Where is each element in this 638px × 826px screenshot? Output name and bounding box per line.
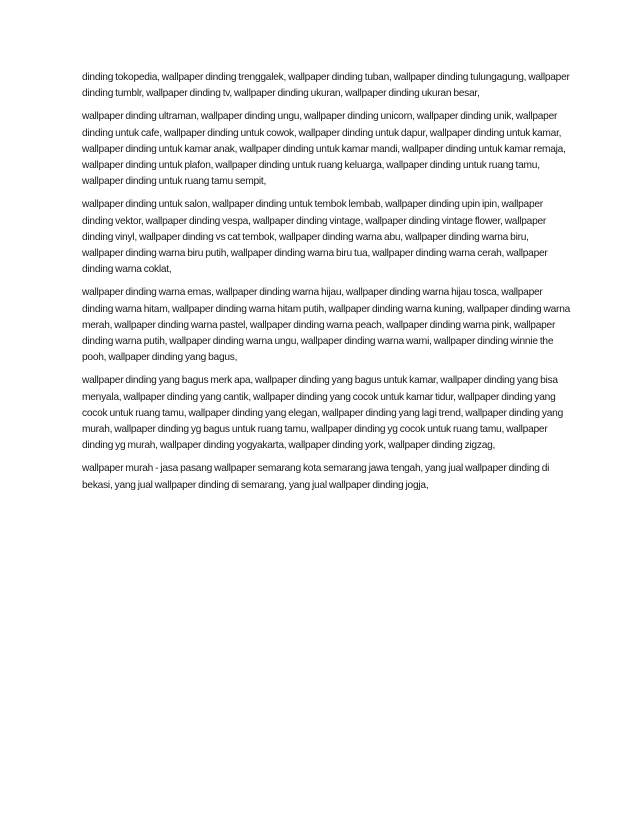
paragraph: wallpaper dinding yang bagus merk apa, wallpaper dinding yang bagus untuk kamar, wallpaper dinding yang bisa menyala, wallpaper dinding yang cantik, wallpaper dinding yang cocok untuk kamar tidur, wallpaper dinding yang cocok untuk ruang tamu, wallpaper dinding yang elegan, wallpaper dinding yang lagi trend, wallpaper dinding yang murah, wallpaper dinding yg bagus untuk ruang tamu, wallpaper dinding yg cocok untuk ruang tamu, wallpaper dinding yg murah, wallpaper dinding yogyakarta, wallpaper dinding york, wallpaper dinding zigzag, [82,375,564,452]
paragraph: wallpaper dinding warna emas, wallpaper dinding warna hijau, wallpaper dinding warna hijau tosca, wallpaper dinding warna hitam, wallpaper dinding warna hitam putih, wallpaper dinding warna kuning, wallpaper dinding warna merah, wallpaper dinding warna pastel, wallpaper dinding warna peach, wallpaper dinding warna pink, wallpaper dinding warna putih, wallpaper dinding warna ungu, wallpaper dinding warna warni, wallpaper dinding winnie the pooh, wallpaper dinding yang bagus, [82,287,571,364]
paragraph: dinding tokopedia, wallpaper dinding trenggalek, wallpaper dinding tuban, wallpaper dinding tulungagung, wallpaper dinding tumblr, wallpaper dinding tv, wallpaper dinding ukuran, wallpaper dinding ukuran besar, [82,72,570,100]
paragraph: wallpaper dinding ultraman, wallpaper dinding ungu, wallpaper dinding unicorn, wallpaper dinding unik, wallpaper dinding untuk cafe, wallpaper dinding untuk cowok, wallpaper dinding untuk dapur, wallpaper dinding untuk kamar, wallpaper dinding untuk kamar anak, wallpaper dinding untuk kamar mandi, wallpaper dinding untuk kamar remaja, wallpaper dinding untuk plafon, wallpaper dinding untuk ruang keluarga, wallpaper dinding untuk ruang tamu, wallpaper dinding untuk ruang tamu sempit, [82,111,566,188]
document-body [82,70,572,501]
paragraph: wallpaper dinding untuk salon, wallpaper dinding untuk tembok lembab, wallpaper dinding upin ipin, wallpaper dinding vektor, wallpaper dinding vespa, wallpaper dinding vintage, wallpaper dinding vintage flower, wallpaper dinding vinyl, wallpaper dinding vs cat tembok, wallpaper dinding warna abu, wallpaper dinding warna biru, wallpaper dinding warna biru putih, wallpaper dinding warna biru tua, wallpaper dinding warna cerah, wallpaper dinding warna coklat, [82,199,548,276]
paragraph: wallpaper murah - jasa pasang wallpaper semarang kota semarang jawa tengah, yang jual wallpaper dinding di bekasi, yang jual wallpaper dinding di semarang, yang jual wallpaper dinding jogja, [82,463,550,491]
